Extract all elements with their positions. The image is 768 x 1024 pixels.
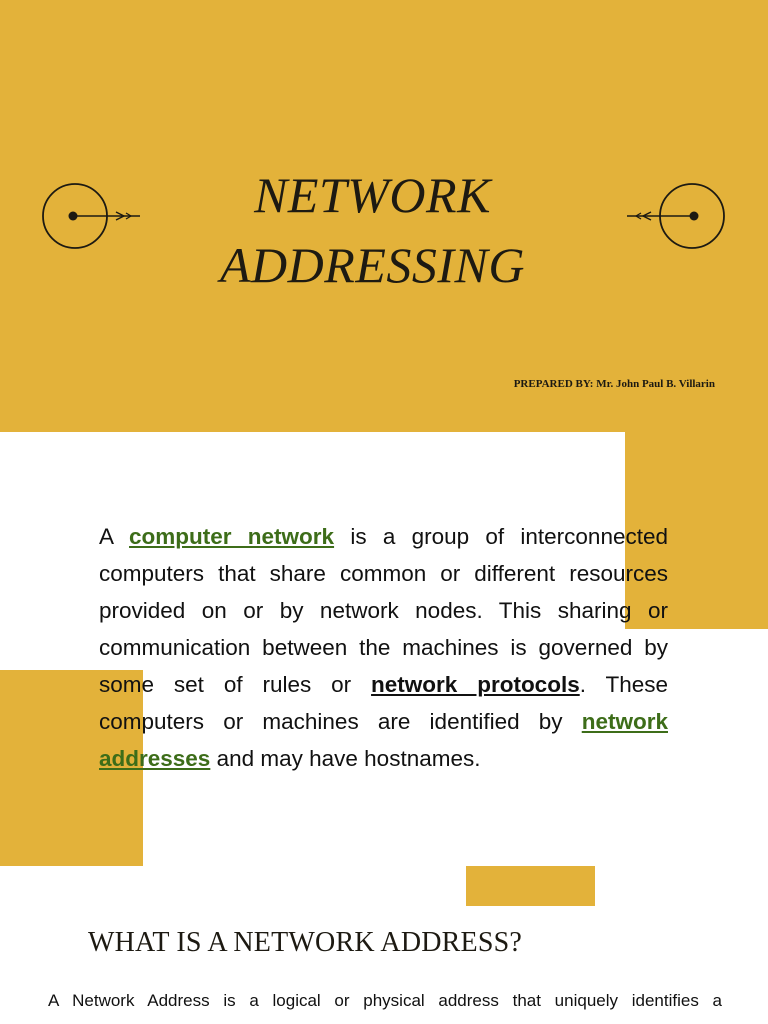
title-line-1: NETWORK — [254, 167, 491, 223]
title-line-2: ADDRESSING — [220, 237, 525, 293]
section-text: A Network Address is a logical or physical address that uniquely identifies a — [48, 991, 722, 1010]
text-segment: is a group of interconnected computers that share common or different resources provided on or by network nodes. This sharing or communication between the machines is governed by some set of rules or — [99, 524, 668, 697]
computer-network-link[interactable]: computer network — [129, 524, 335, 549]
text-segment: . These computers or machines are identified by — [99, 672, 668, 734]
prepared-by — [514, 378, 715, 390]
network-protocols-link[interactable]: network protocols — [371, 672, 580, 697]
text-segment: and may have hostnames. — [210, 746, 481, 771]
prepared-name: Mr. John Paul B. Villarin — [596, 378, 715, 390]
accent-block-small — [466, 866, 595, 906]
text-segment: A — [99, 524, 130, 549]
intro-paragraph — [99, 518, 668, 777]
prepared-label: PREPARED BY: — [513, 378, 594, 390]
network-addresses-link[interactable]: network addresses — [99, 709, 668, 771]
section-heading: WHAT IS A NETWORK ADDRESS? — [88, 927, 523, 958]
title-banner — [0, 0, 768, 432]
page-title — [0, 160, 745, 300]
